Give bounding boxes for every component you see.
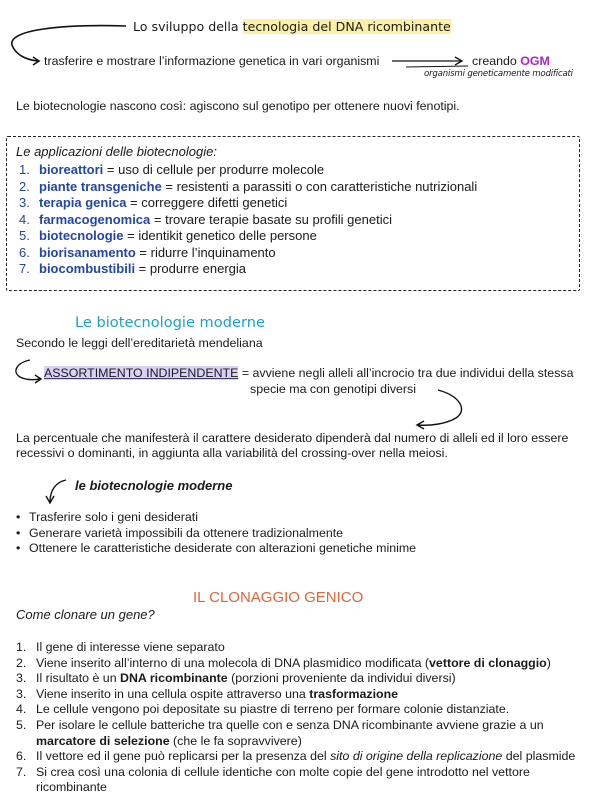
step-text: Si crea così una colonia di cellule identiche con molte copie del gene introdotto nel vettore	[36, 764, 530, 779]
applications-list	[19, 162, 477, 278]
application-item: 3. terapia genica = correggere difetti genetici	[19, 195, 288, 210]
application-item: 6. biorisanamento = ridurre l’inquinamento	[19, 244, 276, 260]
step-number: 1.	[16, 640, 27, 654]
bullet-item: • Generare varietà impossibili da ottenere tradizionalmente	[16, 525, 344, 540]
step-item	[16, 656, 575, 672]
step-text: )	[546, 655, 551, 670]
step-text: marcatore di selezione	[36, 733, 170, 748]
step-continuation	[16, 780, 575, 796]
application-item: 4. farmacogenomica = trovare terapie basate su profili genetici	[19, 211, 392, 227]
assortment-line	[44, 366, 573, 380]
header-title-prefix: Lo sviluppo della	[133, 19, 243, 34]
ogm-acronym: OGM	[520, 54, 550, 68]
assortment-desc: = avviene negli alleli all’incrocio tra due individui della stessa	[238, 366, 574, 380]
assortment-term: ASSORTIMENTO INDIPENDENTE	[44, 366, 239, 380]
step-item	[16, 765, 575, 796]
intro-text: Le biotecnologie nascono così: agiscono sul genotipo per ottenere nuovi fenotipi.	[16, 99, 460, 113]
step-text: Il vettore ed il gene può replicarsi per la presenza del	[36, 749, 331, 764]
bullet-item: • Trasferire solo i geni desiderati	[16, 510, 198, 524]
assortment-desc-cont: specie ma con genotipi diversi	[250, 382, 416, 396]
step-continuation	[16, 734, 575, 750]
step-number: 2.	[16, 655, 27, 670]
step-text: Il gene di interesse viene separato	[36, 640, 225, 654]
percent-text-1: La percentuale che manifesterà il carattere desiderato dipenderà dal numero di alleli ed il loro essere	[16, 431, 569, 445]
curved-arrow-top	[12, 26, 126, 61]
step-text: Viene inserito all’interno di una molecola di DNA plasmidico modificata (	[36, 655, 430, 670]
curved-arrow-assortment-right	[418, 390, 462, 425]
cloning-title: IL CLONAGGIO GENICO	[193, 589, 364, 606]
step-text: (che le fa sopravvivere)	[169, 733, 302, 748]
step-number: 6.	[16, 749, 27, 764]
application-item: 1. bioreattori = uso di cellule per produrre molecole	[19, 162, 325, 177]
step-text: Le cellule vengono poi depositate su piastre di terreno per formare colonie distanziate.	[36, 702, 510, 717]
step-item	[16, 749, 575, 765]
step-text: Il risultato è un	[36, 671, 121, 686]
step-number: 3.	[16, 686, 27, 701]
modern-bullets	[16, 510, 416, 557]
step-item	[16, 702, 575, 718]
applications-title: Le applicazioni delle biotecnologie:	[16, 144, 217, 159]
step-text: Per isolare le cellule batteriche tra quelle con e senza DNA ricombinante avviene grazie a un	[36, 717, 544, 732]
application-item: 2. piante transgeniche = resistenti a parassiti o con caratteristiche nutrizionali	[19, 178, 478, 194]
step-text: sito di origine della replicazione	[330, 749, 503, 764]
step-item	[16, 640, 575, 656]
ogm-expansion: organismi geneticamente modificati	[424, 69, 573, 79]
header-title-highlight: tecnologia del DNA ricombinante	[242, 19, 451, 34]
step-text: ricombinante	[36, 780, 107, 795]
step-number: 5.	[16, 717, 27, 732]
bullet-item: • Ottenere le caratteristiche desiderate con alterazioni genetiche minime	[16, 541, 417, 555]
cloning-steps	[16, 640, 575, 796]
ogm-creating: creando	[472, 54, 521, 68]
step-number: 3.	[16, 671, 27, 686]
application-item: 5. biotecnologie = identikit genetico delle persone	[19, 228, 317, 243]
step-text: vettore di clonaggio	[429, 655, 547, 670]
mendel-text: Secondo le leggi dell’ereditarietà mendeliana	[16, 336, 263, 350]
step-item	[16, 671, 575, 687]
step-item	[16, 718, 575, 749]
percent-text-2: recessivi o dominanti, in aggiunta alla variabilità del crossing-over nella meiosi.	[16, 446, 448, 460]
cloning-question: Come clonare un gene?	[16, 607, 155, 622]
step-text: del plasmide	[502, 749, 576, 764]
step-text: DNA ricombinante	[120, 671, 228, 686]
modern-subheading: le biotecnologie moderne	[75, 478, 233, 493]
modern-heading: Le biotecnologie moderne	[75, 314, 265, 331]
step-text: (porzioni proveniente da individui diversi)	[227, 671, 456, 686]
step-item	[16, 687, 575, 703]
step-text: Viene inserito in una cellula ospite attraverso una	[36, 686, 310, 701]
step-number: 7.	[16, 764, 27, 779]
header-line: trasferire e mostrare l’informazione genetica in vari organismi	[44, 54, 380, 68]
application-item: 7. biocombustibili = produrre energia	[19, 261, 246, 276]
step-text: trasformazione	[309, 686, 399, 701]
step-number: 4.	[16, 702, 27, 717]
